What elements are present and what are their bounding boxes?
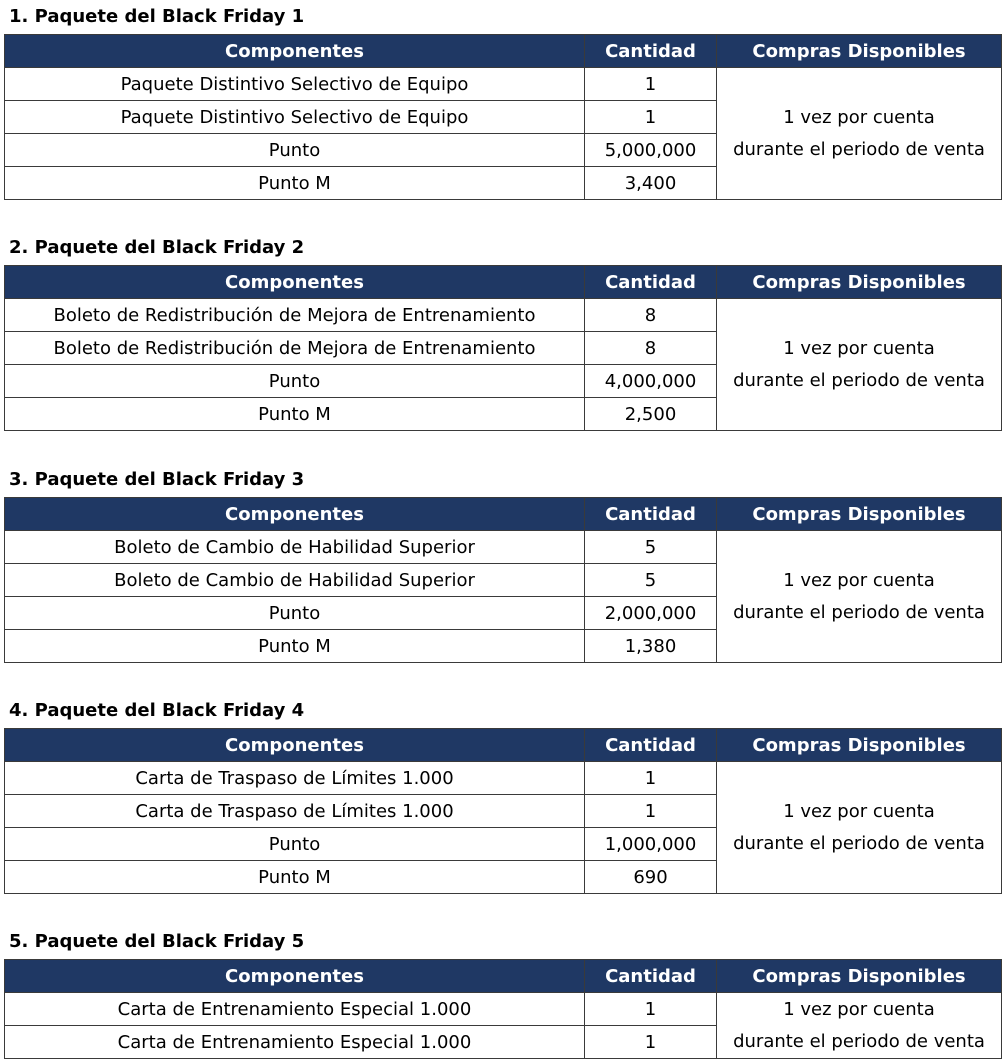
package-title: 4. Paquete del Black Friday 4 (9, 700, 305, 721)
package-table (4, 265, 1002, 431)
header-components: Componentes (5, 498, 585, 531)
header-components: Componentes (5, 266, 585, 299)
item-quantity: 1 (585, 762, 717, 795)
item-quantity: 8 (585, 332, 717, 365)
item-name: Boleto de Redistribución de Mejora de Entrenamiento (5, 299, 585, 332)
header-availability: Compras Disponibles (717, 960, 1002, 993)
item-name: Boleto de Cambio de Habilidad Superior (5, 564, 585, 597)
item-quantity: 2,000,000 (585, 597, 717, 630)
availability-line-1: 1 vez por cuenta (783, 569, 935, 591)
header-quantity: Cantidad (585, 266, 717, 299)
availability-note (717, 68, 1002, 200)
availability-note (717, 993, 1002, 1059)
item-quantity: 4,000,000 (585, 365, 717, 398)
table-row (5, 762, 1002, 795)
header-components: Componentes (5, 35, 585, 68)
availability-line-2: durante el periodo de venta (733, 369, 985, 391)
item-quantity: 1 (585, 1026, 717, 1059)
table-header-row (5, 498, 1002, 531)
item-name: Punto (5, 597, 585, 630)
item-quantity: 1,000,000 (585, 828, 717, 861)
package-table (4, 34, 1002, 200)
item-name: Paquete Distintivo Selectivo de Equipo (5, 101, 585, 134)
item-quantity: 3,400 (585, 167, 717, 200)
table-header-row (5, 266, 1002, 299)
item-name: Punto M (5, 861, 585, 894)
item-quantity: 5 (585, 564, 717, 597)
table-row (5, 299, 1002, 332)
header-availability: Compras Disponibles (717, 266, 1002, 299)
availability-line-1: 1 vez por cuenta (783, 998, 935, 1020)
table-row (5, 993, 1002, 1026)
availability-note (717, 531, 1002, 663)
availability-line-1: 1 vez por cuenta (783, 106, 935, 128)
table-header-row (5, 729, 1002, 762)
header-components: Componentes (5, 960, 585, 993)
header-availability: Compras Disponibles (717, 498, 1002, 531)
availability-note (717, 299, 1002, 431)
item-quantity: 1 (585, 795, 717, 828)
availability-line-1: 1 vez por cuenta (783, 337, 935, 359)
header-quantity: Cantidad (585, 35, 717, 68)
item-name: Punto (5, 365, 585, 398)
item-name: Carta de Entrenamiento Especial 1.000 (5, 993, 585, 1026)
item-name: Boleto de Cambio de Habilidad Superior (5, 531, 585, 564)
header-components: Componentes (5, 729, 585, 762)
availability-line-2: durante el periodo de venta (733, 601, 985, 623)
header-quantity: Cantidad (585, 960, 717, 993)
package-table (4, 728, 1002, 894)
item-quantity: 1,380 (585, 630, 717, 663)
item-quantity: 690 (585, 861, 717, 894)
item-name: Punto M (5, 398, 585, 431)
package-title: 3. Paquete del Black Friday 3 (9, 469, 305, 490)
package-title: 5. Paquete del Black Friday 5 (9, 931, 305, 952)
table-row (5, 531, 1002, 564)
header-availability: Compras Disponibles (717, 729, 1002, 762)
item-quantity: 1 (585, 101, 717, 134)
header-quantity: Cantidad (585, 729, 717, 762)
item-quantity: 2,500 (585, 398, 717, 431)
package-title: 2. Paquete del Black Friday 2 (9, 237, 305, 258)
header-quantity: Cantidad (585, 498, 717, 531)
item-name: Carta de Entrenamiento Especial 1.000 (5, 1026, 585, 1059)
table-header-row (5, 35, 1002, 68)
item-name: Punto M (5, 167, 585, 200)
item-name: Boleto de Redistribución de Mejora de Entrenamiento (5, 332, 585, 365)
item-name: Punto (5, 828, 585, 861)
availability-line-1: 1 vez por cuenta (783, 800, 935, 822)
header-availability: Compras Disponibles (717, 35, 1002, 68)
availability-note (717, 762, 1002, 894)
item-quantity: 1 (585, 68, 717, 101)
package-table (4, 959, 1002, 1059)
item-name: Paquete Distintivo Selectivo de Equipo (5, 68, 585, 101)
availability-line-2: durante el periodo de venta (733, 1030, 985, 1052)
item-quantity: 5 (585, 531, 717, 564)
item-name: Carta de Traspaso de Límites 1.000 (5, 762, 585, 795)
availability-line-2: durante el periodo de venta (733, 138, 985, 160)
table-header-row (5, 960, 1002, 993)
item-name: Punto M (5, 630, 585, 663)
table-row (5, 68, 1002, 101)
item-quantity: 1 (585, 993, 717, 1026)
package-table (4, 497, 1002, 663)
item-name: Carta de Traspaso de Límites 1.000 (5, 795, 585, 828)
item-quantity: 8 (585, 299, 717, 332)
package-title: 1. Paquete del Black Friday 1 (9, 6, 305, 27)
availability-line-2: durante el periodo de venta (733, 832, 985, 854)
item-name: Punto (5, 134, 585, 167)
item-quantity: 5,000,000 (585, 134, 717, 167)
